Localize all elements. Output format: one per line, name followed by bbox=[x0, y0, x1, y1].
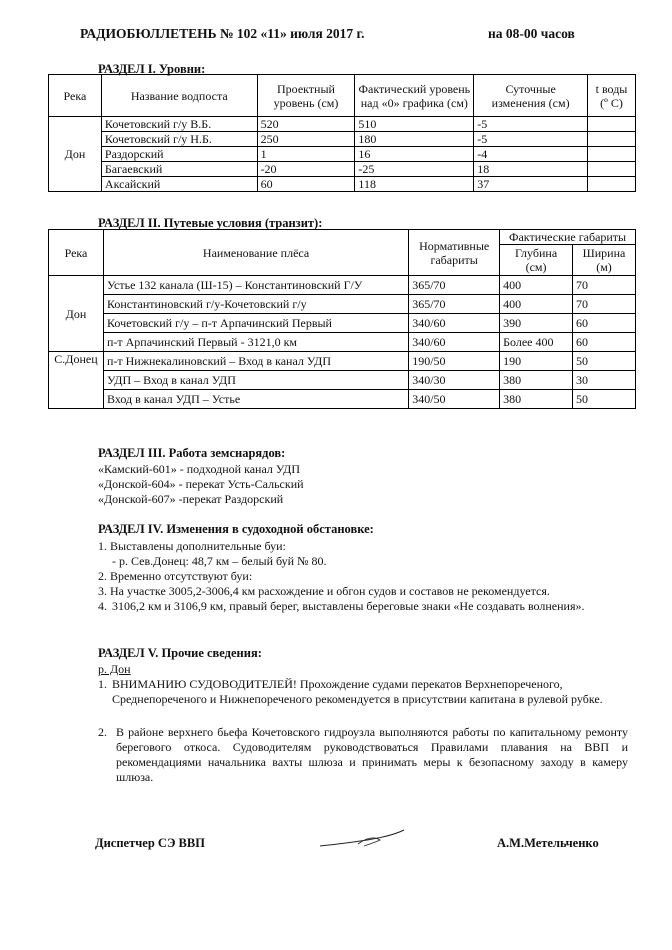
item-number: 1. bbox=[98, 677, 107, 691]
table-row bbox=[49, 371, 636, 390]
list-item: - р. Сев.Донец: 48,7 км – белый буй № 80. bbox=[112, 554, 327, 568]
actual-cell: 510 bbox=[355, 117, 474, 132]
temp-cell bbox=[588, 162, 636, 177]
depth-cell: Более 400 bbox=[500, 333, 573, 352]
item-text: В районе верхнего бьефа Кочетовского гидроузла выполняются работы по капитальному ремонту берегового откоса. Судоводителям руководствоваться Правилами плавания на ВВП и рекомендациями начальника вахты шлюза и принимать меры к безопасному заходу в камеру шлюза. bbox=[116, 725, 628, 784]
list-item: «Донской-607» -перекат Раздорский bbox=[98, 492, 284, 506]
header-water-temp: t воды (º С) bbox=[588, 75, 636, 117]
normative-cell: 340/60 bbox=[409, 333, 500, 352]
bulletin-time: на 08-00 часов bbox=[488, 26, 575, 41]
post-cell: Кочетовский г/у Н.Б. bbox=[101, 132, 257, 147]
signatory-name: А.М.Метельченко bbox=[497, 836, 599, 850]
design-cell: -20 bbox=[257, 162, 355, 177]
temp-cell bbox=[588, 177, 636, 192]
header-design-level: Проектный уровень (см) bbox=[257, 75, 355, 117]
list-item bbox=[98, 677, 628, 707]
river-cell: Дон bbox=[49, 117, 102, 192]
list-item: «Камский-601» - подходной канал УДП bbox=[98, 462, 301, 476]
section-1-title: РАЗДЕЛ I. Уровни: bbox=[98, 62, 206, 76]
width-cell: 70 bbox=[573, 295, 636, 314]
river-cell: С.Донец bbox=[49, 352, 104, 409]
design-cell: 1 bbox=[257, 147, 355, 162]
levels-table bbox=[48, 74, 636, 192]
post-cell: Аксайский bbox=[101, 177, 257, 192]
dispatcher-label: Диспетчер СЭ ВВП bbox=[95, 836, 205, 850]
list-item: 1. Выставлены дополнительные буи: bbox=[98, 539, 286, 553]
depth-cell: 190 bbox=[500, 352, 573, 371]
route-conditions-table bbox=[48, 229, 636, 409]
stretch-cell: Константиновский г/у-Кочетовский г/у bbox=[103, 295, 408, 314]
header-river: Река bbox=[49, 75, 102, 117]
width-cell: 50 bbox=[573, 390, 636, 409]
table-header-row bbox=[49, 75, 636, 117]
section-3-title: РАЗДЕЛ III. Работа земснарядов: bbox=[98, 446, 286, 460]
header-post: Название водпоста bbox=[101, 75, 257, 117]
width-cell: 70 bbox=[573, 276, 636, 295]
width-cell: 50 bbox=[573, 352, 636, 371]
stretch-cell: Вход в канал УДП – Устье bbox=[103, 390, 408, 409]
stretch-cell: Кочетовский г/у – п-т Арпачинский Первый bbox=[103, 314, 408, 333]
header-normative: Нормативные габариты bbox=[409, 230, 500, 276]
header-actual-level: Фактический уровень над «0» графика (см) bbox=[355, 75, 474, 117]
actual-cell: -25 bbox=[355, 162, 474, 177]
width-cell: 30 bbox=[573, 371, 636, 390]
temp-cell bbox=[588, 117, 636, 132]
table-row bbox=[49, 390, 636, 409]
list-item: 3. На участке 3005,2-3006,4 км расхождение и обгон судов и составов не рекомендуется. bbox=[98, 584, 550, 598]
change-cell: -4 bbox=[474, 147, 588, 162]
post-cell: Багаевский bbox=[101, 162, 257, 177]
table-row bbox=[49, 333, 636, 352]
change-cell: 37 bbox=[474, 177, 588, 192]
item-text: ВНИМАНИЮ СУДОВОДИТЕЛЕЙ! Прохождение судами перекатов Верхнепореченого, Среднепореченого и Нижнепореченого рекомендуется в присутствии капитана в рулевой рубке. bbox=[112, 677, 603, 706]
design-cell: 520 bbox=[257, 117, 355, 132]
list-item: 2. Временно отсутствуют буи: bbox=[98, 569, 253, 583]
stretch-cell: п-т Нижнекалиновский – Вход в канал УДП bbox=[103, 352, 408, 371]
actual-cell: 118 bbox=[355, 177, 474, 192]
width-cell: 60 bbox=[573, 333, 636, 352]
section-5-title: РАЗДЕЛ V. Прочие сведения: bbox=[98, 646, 262, 660]
depth-cell: 400 bbox=[500, 295, 573, 314]
post-cell: Раздорский bbox=[101, 147, 257, 162]
design-cell: 250 bbox=[257, 132, 355, 147]
actual-cell: 16 bbox=[355, 147, 474, 162]
item-number: 4. bbox=[98, 599, 107, 613]
list-item: «Донской-604» - перекат Усть-Сальский bbox=[98, 477, 304, 491]
bulletin-title: РАДИОБЮЛЛЕТЕНЬ № 102 «11» июля 2017 г. bbox=[80, 26, 365, 41]
signature-icon bbox=[318, 826, 408, 852]
table-row bbox=[49, 295, 636, 314]
table-row bbox=[49, 314, 636, 333]
section-2-title: РАЗДЕЛ II. Путевые условия (транзит): bbox=[98, 216, 323, 230]
table-row bbox=[49, 147, 636, 162]
header-actual-dimensions: Фактические габариты bbox=[500, 230, 636, 245]
normative-cell: 365/70 bbox=[409, 276, 500, 295]
item-text: 3106,2 км и 3106,9 км, правый берег, выставлены береговые знаки «Не создавать волнения». bbox=[112, 599, 585, 613]
header-river: Река bbox=[49, 230, 104, 276]
stretch-cell: УДП – Вход в канал УДП bbox=[103, 371, 408, 390]
actual-cell: 180 bbox=[355, 132, 474, 147]
temp-cell bbox=[588, 147, 636, 162]
table-row bbox=[49, 352, 636, 371]
table-row bbox=[49, 132, 636, 147]
width-cell: 60 bbox=[573, 314, 636, 333]
normative-cell: 340/60 bbox=[409, 314, 500, 333]
list-item bbox=[98, 599, 628, 614]
temp-cell bbox=[588, 132, 636, 147]
header-daily-change: Суточные изменения (см) bbox=[474, 75, 588, 117]
item-number: 2. bbox=[98, 725, 107, 739]
header-depth: Глубина (см) bbox=[500, 245, 573, 276]
design-cell: 60 bbox=[257, 177, 355, 192]
stretch-cell: п-т Арпачинский Первый - 3121,0 км bbox=[103, 333, 408, 352]
section-4-title: РАЗДЕЛ IV. Изменения в судоходной обстановке: bbox=[98, 522, 374, 536]
normative-cell: 365/70 bbox=[409, 295, 500, 314]
list-item bbox=[98, 725, 628, 785]
post-cell: Кочетовский г/у В.Б. bbox=[101, 117, 257, 132]
stretch-cell: Устье 132 канала (Ш-15) – Константиновский Г/У bbox=[103, 276, 408, 295]
depth-cell: 390 bbox=[500, 314, 573, 333]
dredgers-list bbox=[98, 462, 304, 507]
table-header-row bbox=[49, 230, 636, 245]
table-row bbox=[49, 177, 636, 192]
river-label: р. Дон bbox=[98, 662, 131, 676]
depth-cell: 380 bbox=[500, 390, 573, 409]
normative-cell: 190/50 bbox=[409, 352, 500, 371]
normative-cell: 340/50 bbox=[409, 390, 500, 409]
changes-list bbox=[98, 539, 550, 599]
depth-cell: 400 bbox=[500, 276, 573, 295]
change-cell: -5 bbox=[474, 132, 588, 147]
depth-cell: 380 bbox=[500, 371, 573, 390]
normative-cell: 340/30 bbox=[409, 371, 500, 390]
change-cell: 18 bbox=[474, 162, 588, 177]
change-cell: -5 bbox=[474, 117, 588, 132]
river-cell: Дон bbox=[49, 276, 104, 352]
header-stretch: Наименование плёса bbox=[103, 230, 408, 276]
table-row bbox=[49, 117, 636, 132]
header-width: Ширина (м) bbox=[573, 245, 636, 276]
table-row bbox=[49, 276, 636, 295]
table-row bbox=[49, 162, 636, 177]
